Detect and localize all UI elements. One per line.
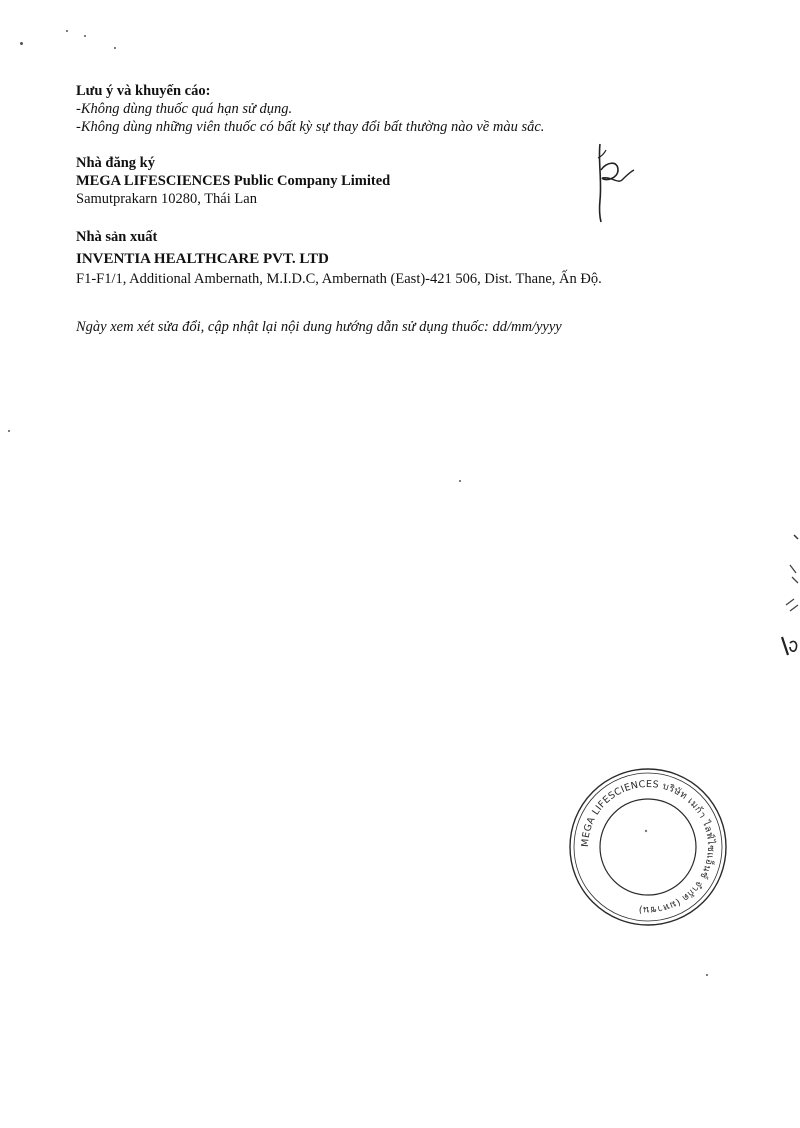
scan-speck: [84, 35, 86, 37]
note-item: -Không dùng thuốc quá hạn sử dụng.: [76, 101, 293, 117]
scan-speck: [66, 30, 68, 32]
edge-stamp-fragment: [772, 525, 800, 665]
signature-mark: [588, 140, 638, 225]
company-seal: [566, 765, 730, 929]
seal-text: MEGA LIFESCIENCES บริษัท เมก้า ไลฟ์ไซแอ็นซ์ จำกัด (มหาชน): [579, 778, 717, 916]
registrant-heading: Nhà đăng ký: [76, 155, 155, 171]
registrant-company: MEGA LIFESCIENCES Public Company Limited: [76, 173, 391, 189]
scan-speck: [8, 430, 10, 432]
scan-speck: [706, 974, 708, 976]
note-item: -Không dùng những viên thuốc có bất kỳ sự thay đổi bất thường nào về màu sắc.: [76, 119, 545, 135]
review-date-note: Ngày xem xét sửa đổi, cập nhật lại nội dung hướng dẫn sử dụng thuốc: dd/mm/yyyy: [76, 319, 562, 335]
scan-speck: [459, 480, 461, 482]
manufacturer-address: F1-F1/1, Additional Ambernath, M.I.D.C, Ambernath (East)-421 506, Dist. Thane, Ấn Độ.: [76, 271, 602, 287]
notes-heading: Lưu ý và khuyến cáo:: [76, 83, 211, 99]
scan-speck: [114, 47, 116, 49]
manufacturer-company: INVENTIA HEALTHCARE PVT. LTD: [76, 251, 329, 267]
scan-speck: [20, 42, 23, 45]
registrant-address: Samutprakarn 10280, Thái Lan: [76, 191, 257, 207]
manufacturer-heading: Nhà sản xuất: [76, 229, 158, 245]
